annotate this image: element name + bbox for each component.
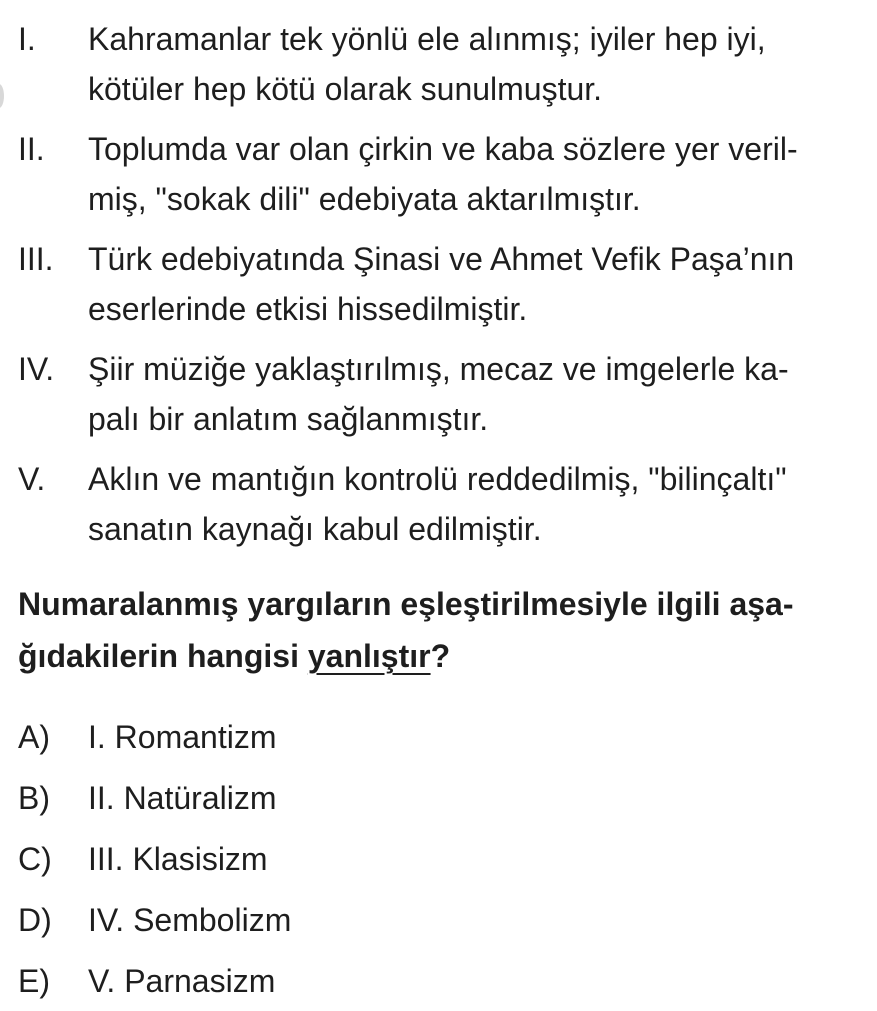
option-d[interactable] <box>18 889 860 950</box>
question-line: Numaralanmış yargıların eşleştirilmesiyle ilgili aşa- <box>18 586 794 622</box>
option-text: III. Klasisizm <box>88 840 268 877</box>
statement-line: kötüler hep kötü olarak sunulmuştur. <box>88 71 603 107</box>
option-text: V. Parnasizm <box>88 962 276 999</box>
option-letter: E) <box>18 962 50 999</box>
answer-options <box>18 706 860 1011</box>
statement-text <box>88 234 860 334</box>
option-text: I. Romantizm <box>88 718 277 755</box>
statement-number: II. <box>18 131 45 167</box>
statement-line: Toplumda var olan çirkin ve kaba sözlere yer veril- <box>88 131 798 167</box>
option-letter: A) <box>18 718 50 755</box>
statement-2 <box>18 124 860 224</box>
option-letter: D) <box>18 901 52 938</box>
statement-line: Aklın ve mantığın kontrolü reddedilmiş, "bilinçaltı" <box>88 461 787 497</box>
statement-number: III. <box>18 241 54 277</box>
option-b[interactable] <box>18 767 860 828</box>
option-e[interactable] <box>18 950 860 1011</box>
statement-line: palı bir anlatım sağlanmıştır. <box>88 401 489 437</box>
question-stem <box>18 578 860 682</box>
statement-line: sanatın kaynağı kabul edilmiştir. <box>88 511 542 547</box>
option-text: II. Natüralizm <box>88 779 277 816</box>
statement-3 <box>18 234 860 334</box>
statement-text <box>88 124 860 224</box>
page-edge-mark <box>0 84 4 108</box>
statement-1 <box>18 14 860 114</box>
option-text: IV. Sembolizm <box>88 901 292 938</box>
statement-line: eserlerinde etkisi hissedilmiştir. <box>88 291 528 327</box>
statement-line: Türk edebiyatında Şinasi ve Ahmet Vefik Paşa’nın <box>88 241 795 277</box>
statement-line: miş, "sokak dili" edebiyata aktarılmıştır. <box>88 181 641 217</box>
option-a[interactable] <box>18 706 860 767</box>
option-c[interactable] <box>18 828 860 889</box>
option-letter: B) <box>18 779 50 816</box>
statement-text <box>88 14 860 114</box>
statement-number: V. <box>18 461 46 497</box>
statement-4 <box>18 344 860 444</box>
statement-line: Kahramanlar tek yönlü ele alınmış; iyiler hep iyi, <box>88 21 766 57</box>
option-letter: C) <box>18 840 52 877</box>
question-mark: ? <box>430 638 451 674</box>
statement-text <box>88 454 860 554</box>
statement-list <box>18 14 860 564</box>
question-emphasis: yanlıştır <box>307 638 431 674</box>
question-line-start: ğıdakilerin hangisi <box>18 638 308 674</box>
statement-text <box>88 344 860 444</box>
statement-line: Şiir müziğe yaklaştırılmış, mecaz ve imgelerle ka- <box>88 351 789 387</box>
statement-number: I. <box>18 21 36 57</box>
statement-5 <box>18 454 860 554</box>
statement-number: IV. <box>18 351 55 387</box>
